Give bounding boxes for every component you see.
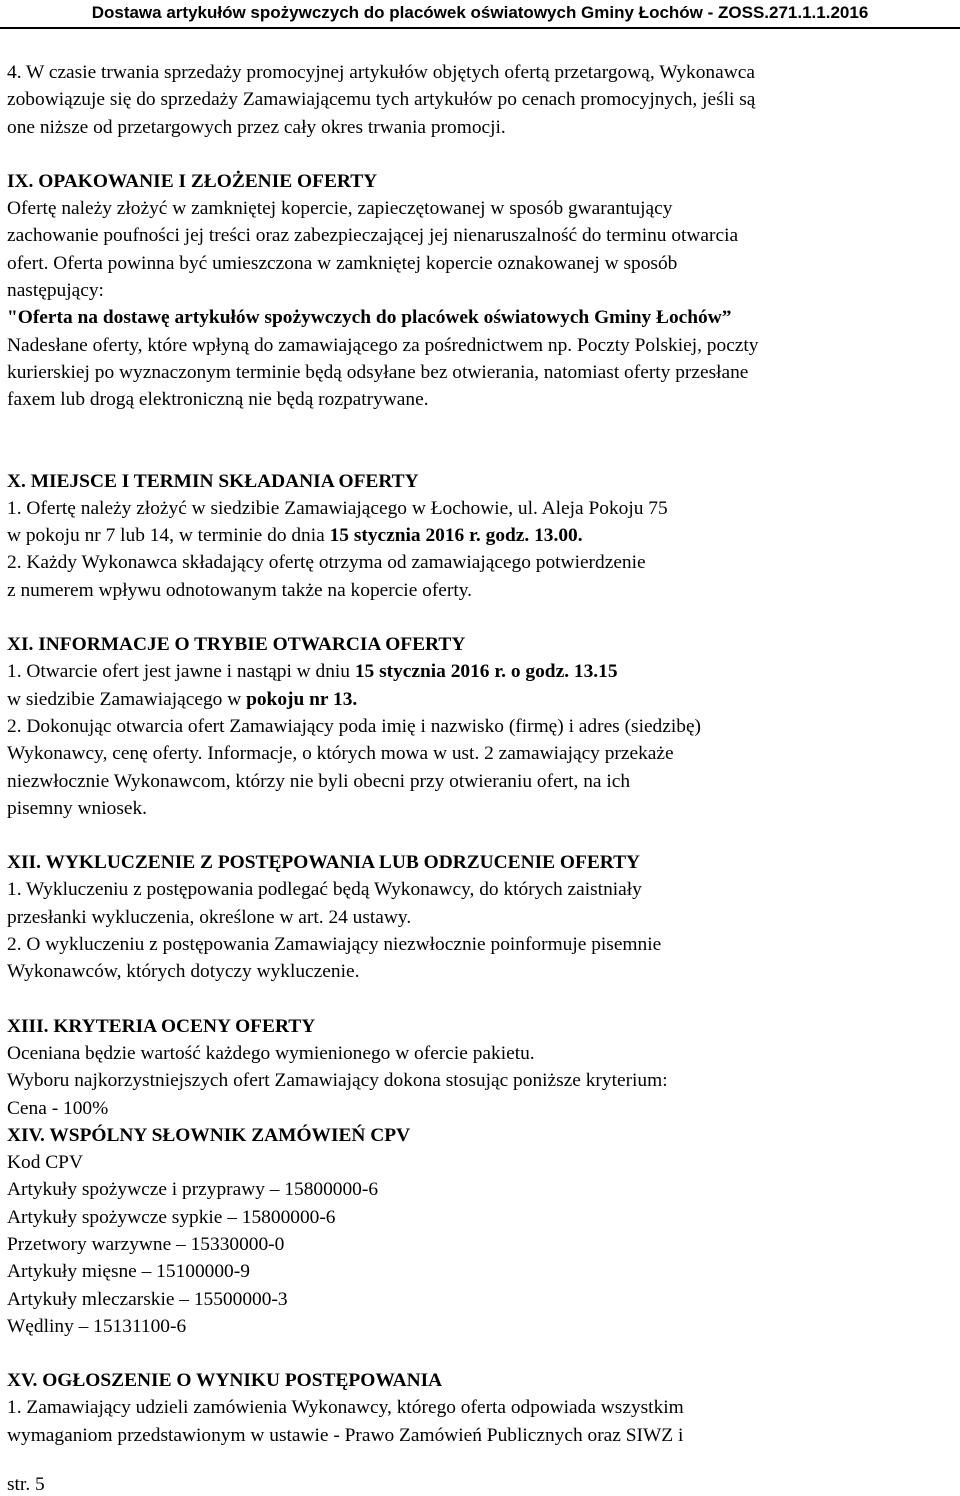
text-line: Nadesłane oferty, które wpłyną do zamawiającego za pośrednictwem np. Poczty Polskiej, poczty <box>7 334 759 356</box>
header-title: Dostawa artykułów spożywczych do placówek oświatowych Gminy Łochów - ZOSS.271.1.1.2016 <box>91 3 869 22</box>
text-line: faxem lub drogą elektroniczną nie będą rozpatrywane. <box>7 389 429 411</box>
text-line: zobowiązuje się do sprzedaży Zamawiającemu tych artykułów po cenach promocyjnych, jeśli są <box>7 89 756 111</box>
text-line: Wyboru najkorzystniejszych ofert Zamawiający dokona stosując poniższe kryterium: <box>7 1070 668 1092</box>
text-run: 1. Otwarcie ofert jest jawne i nastąpi w dniu <box>7 661 355 683</box>
text-line: Wykonawców, których dotyczy wykluczenie. <box>7 961 360 983</box>
text-line: przesłanki wykluczenia, określone w art. 24 ustawy. <box>7 906 412 928</box>
section-heading: XII. WYKLUCZENIE Z POSTĘPOWANIA LUB ODRZUCENIE OFERTY <box>7 852 641 874</box>
text-line: z numerem wpływu odnotowanym także na kopercie oferty. <box>7 579 473 601</box>
spacer <box>7 414 947 468</box>
text-line: Kod CPV <box>7 1152 83 1174</box>
section-heading: X. MIEJSCE I TERMIN SKŁADANIA OFERTY <box>7 470 419 492</box>
section-heading: XIII. KRYTERIA OCENY OFERTY <box>7 1015 316 1037</box>
text-line <box>7 686 947 713</box>
section-heading: XIV. WSPÓLNY SŁOWNIK ZAMÓWIEŃ CPV <box>7 1124 411 1146</box>
text-line: Ofertę należy złożyć w zamkniętej kopercie, zapieczętowanej w sposób gwarantujący <box>7 198 673 220</box>
text-line: 2. Każdy Wykonawca składający ofertę otrzyma od zamawiającego potwierdzenie <box>7 552 646 574</box>
text-line: 1. Zamawiający udzieli zamówienia Wykonawcy, którego oferta odpowiada wszystkim <box>7 1397 684 1419</box>
text-line: 2. O wykluczeniu z postępowania Zamawiający niezwłocznie poinformuje pisemnie <box>7 934 662 956</box>
text-line: pisemny wniosek. <box>7 797 148 819</box>
spacer <box>7 986 947 1013</box>
header-rule <box>0 27 960 29</box>
spacer <box>7 141 947 168</box>
section-xii-exclusion <box>7 849 947 985</box>
page-header <box>0 0 960 30</box>
text-line: 1. Wykluczeniu z postępowania podlegać będą Wykonawcy, do których zaistniały <box>7 879 642 901</box>
spacer <box>7 1340 947 1367</box>
section-heading: XI. INFORMACJE O TRYBIE OTWARCIA OFERTY <box>7 634 466 656</box>
section-4-promotion <box>7 59 947 141</box>
opening-date: 15 stycznia 2016 r. o godz. 13.15 <box>354 661 618 683</box>
cpv-item: Artykuły mięsne – 15100000-9 <box>7 1261 250 1283</box>
text-line: Cena - 100% <box>7 1097 109 1119</box>
envelope-label: "Oferta na dostawę artykułów spożywczych do placówek oświatowych Gminy Łochów” <box>7 307 732 329</box>
text-line <box>7 658 947 685</box>
text-run: w siedzibie Zamawiającego w <box>7 688 247 710</box>
text-line <box>7 522 947 549</box>
text-line: zachowanie poufności jej treści oraz zabezpieczającej jej nienaruszalność do terminu otwarcia <box>7 225 739 247</box>
cpv-item: Artykuły mleczarskie – 15500000-3 <box>7 1288 288 1310</box>
cpv-item: Przetwory warzywne – 15330000-0 <box>7 1233 285 1255</box>
spacer <box>7 604 947 631</box>
section-heading: XV. OGŁOSZENIE O WYNIKU POSTĘPOWANIA <box>7 1370 443 1392</box>
section-xiii-criteria <box>7 1013 947 1122</box>
room-number: pokoju nr 13. <box>246 688 358 710</box>
text-line: Wykonawcy, cenę oferty. Informacje, o których mowa w ust. 2 zamawiający przekaże <box>7 743 674 765</box>
text-line: następujący: <box>7 280 104 302</box>
text-line: ofert. Oferta powinna być umieszczona w zamkniętej kopercie oznakowanej w sposób <box>7 252 678 274</box>
deadline: 15 stycznia 2016 r. godz. 13.00. <box>329 525 583 547</box>
text-line: wymaganiom przedstawionym w ustawie - Prawo Zamówień Publicznych oraz SIWZ i <box>7 1424 684 1446</box>
text-line: niezwłocznie Wykonawcom, którzy nie byli obecni przy otwieraniu ofert, na ich <box>7 770 631 792</box>
text-line: kurierskiej po wyznaczonym terminie będą odsyłane bez otwierania, natomiast oferty przesłane <box>7 361 749 383</box>
text-line: one niższe od przetargowych przez cały okres trwania promocji. <box>7 116 506 138</box>
section-xiv-cpv <box>7 1122 947 1340</box>
text-line: 4. W czasie trwania sprzedaży promocyjnej artykułów objętych ofertą przetargową, Wykonawca <box>7 62 755 83</box>
text-line: 2. Dokonując otwarcia ofert Zamawiający poda imię i nazwisko (firmę) i adres (siedzibę) <box>7 715 702 737</box>
text-line: Oceniana będzie wartość każdego wymienionego w ofercie pakietu. <box>7 1042 535 1064</box>
text-line: 1. Ofertę należy złożyć w siedzibie Zamawiającego w Łochowie, ul. Aleja Pokoju 75 <box>7 497 668 519</box>
section-heading: IX. OPAKOWANIE I ZŁOŻENIE OFERTY <box>7 170 378 192</box>
page-number: str. 5 <box>7 1474 45 1495</box>
cpv-item: Artykuły spożywcze i przyprawy – 15800000-6 <box>7 1179 379 1201</box>
document-body <box>7 59 947 1449</box>
section-xi-opening <box>7 631 947 822</box>
text-run: w pokoju nr 7 lub 14, w terminie do dnia <box>7 525 330 547</box>
section-x-place-and-date <box>7 468 947 604</box>
section-xv-result <box>7 1367 947 1449</box>
cpv-item: Artykuły spożywcze sypkie – 15800000-6 <box>7 1206 336 1228</box>
cpv-item: Wędliny – 15131100-6 <box>7 1315 187 1337</box>
spacer <box>7 822 947 849</box>
section-ix-packaging <box>7 168 947 414</box>
